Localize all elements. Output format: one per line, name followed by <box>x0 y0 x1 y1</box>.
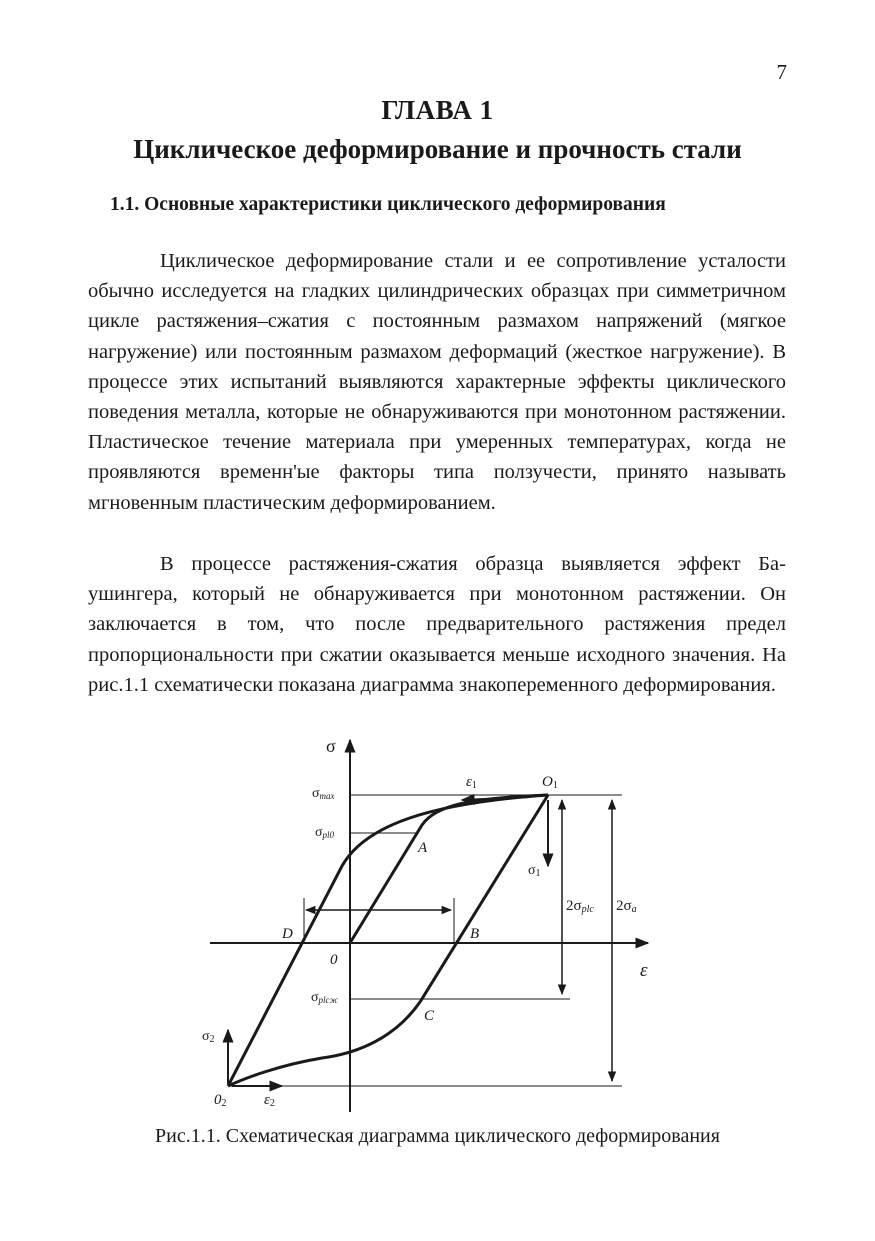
point-o1-label: O1 <box>542 774 558 791</box>
chapter-title: Циклическое деформирование и прочность стали <box>133 134 742 164</box>
sigma1-label: σ1 <box>528 863 541 879</box>
chapter-label: ГЛАВА 1 <box>381 95 494 125</box>
sigma-max-label: σmax <box>312 786 335 801</box>
point-b-label: B <box>470 926 480 942</box>
figure-caption <box>0 1125 875 1148</box>
reloading-branch <box>228 795 548 1086</box>
body-paragraph-1: Циклическое деформирование стали и ее сопротивление усталости обычно исследуется на гладких цилиндрических образцах при симметричном цикле растяжения–сжатия с постоянным размахом напряжений (мягкое нагружение) или постоянным размахом деформаций (жесткое нагружение). В процессе этих испытаний выявляются характерные эффекты циклического поведения металла, которые не обнаруживаются при монотонном растяжении. Пластическое течение материала при умеренных температурах, когда не проявляются временн'ые факторы типа ползучести, принято называть мгновенным пластическим деформированием. <box>88 250 786 514</box>
sigma-axis-label: σ <box>326 736 336 756</box>
page-number: 7 <box>776 60 787 84</box>
initial-loading-curve <box>350 795 548 943</box>
point-o2-label: 02 <box>214 1092 227 1109</box>
two-sigma-plc-label: 2σplc <box>566 898 594 915</box>
point-d-label: D <box>282 926 293 942</box>
figure-caption-text: Схематическая диаграмма циклического деформирования <box>220 1125 720 1147</box>
epsilon-axis-label: ε <box>640 960 648 981</box>
unloading-branch <box>228 795 548 1086</box>
sigma-pl0-label: σpl0 <box>315 825 335 840</box>
body-paragraph-2: В процессе растяжения-сжатия образца выявляется эффект Баушингера, который не обнаруживается при монотонном растяжении. Он заключается в том, что после предварительного растяжения предел пропорциональности при сжатии оказывается меньше исходного значения. На рис.1.1 схематически показана диаграмма знакопеременного деформирования. <box>88 553 786 696</box>
figure-caption-prefix: Рис.1.1. <box>155 1125 221 1147</box>
epsilon2-label: ε2 <box>264 1092 275 1109</box>
sigma-plcz-label: σplcж <box>311 990 338 1005</box>
point-c-label: C <box>424 1008 435 1024</box>
origin-label: 0 <box>330 952 338 968</box>
sigma2-label: σ2 <box>202 1029 215 1045</box>
section-title: 1.1. Основные характеристики циклического деформирования <box>110 194 666 215</box>
point-a-label: A <box>418 840 428 856</box>
cyclic-deformation-diagram <box>0 725 875 1125</box>
two-sigma-a-label: 2σa <box>616 898 637 915</box>
epsilon1-label: ε1 <box>466 774 477 791</box>
